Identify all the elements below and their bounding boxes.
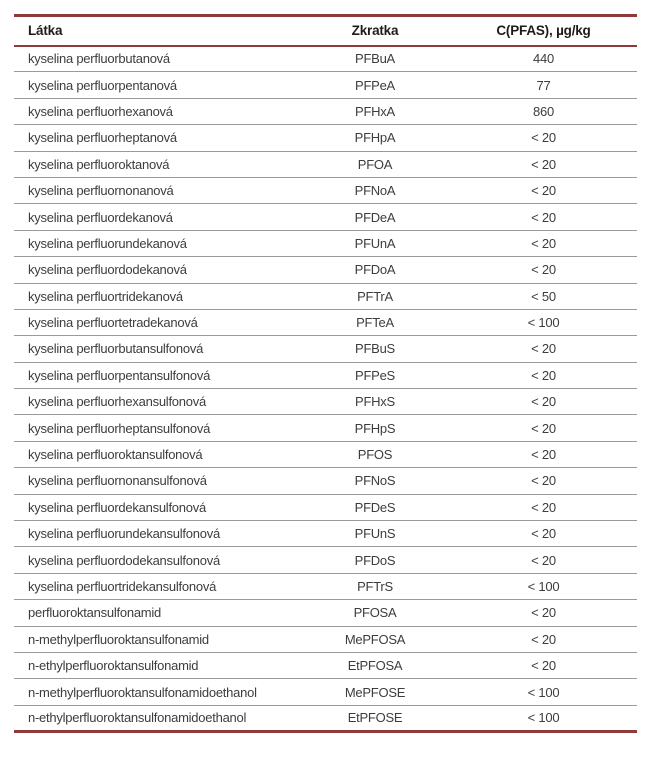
cell-zkratka: EtPFOSA — [300, 652, 450, 678]
cell-concentration: < 20 — [450, 600, 637, 626]
table-row — [14, 389, 637, 415]
cell-latka: kyselina perfluordodekansulfonová — [14, 547, 300, 573]
cell-latka: kyselina perfluornonansulfonová — [14, 468, 300, 494]
cell-zkratka: PFUnS — [300, 521, 450, 547]
table-row — [14, 230, 637, 256]
table-row — [14, 362, 637, 388]
cell-concentration: < 20 — [450, 652, 637, 678]
cell-latka: n-ethylperfluoroktansulfonamidoethanol — [14, 705, 300, 731]
cell-zkratka: PFTrS — [300, 573, 450, 599]
column-header-concentration: C(PFAS), µg/kg — [450, 16, 637, 46]
cell-latka: kyselina perfluorpentanová — [14, 72, 300, 98]
cell-latka: kyselina perfluorundekansulfonová — [14, 521, 300, 547]
cell-concentration: < 20 — [450, 415, 637, 441]
cell-concentration: < 20 — [450, 626, 637, 652]
table-row — [14, 468, 637, 494]
cell-zkratka: PFNoS — [300, 468, 450, 494]
table-row — [14, 705, 637, 731]
cell-latka: n-methylperfluoroktansulfonamidoethanol — [14, 679, 300, 705]
cell-latka: kyselina perfluorhexanová — [14, 98, 300, 124]
cell-latka: kyselina perfluorbutansulfonová — [14, 336, 300, 362]
pfas-table — [14, 14, 637, 733]
cell-concentration: < 20 — [450, 547, 637, 573]
cell-latka: kyselina perfluordekansulfonová — [14, 494, 300, 520]
column-header-latka: Látka — [14, 16, 300, 46]
cell-latka: kyselina perfluorbutanová — [14, 46, 300, 72]
cell-latka: kyselina perfluortridekanová — [14, 283, 300, 309]
table-row — [14, 72, 637, 98]
table-row — [14, 46, 637, 72]
cell-zkratka: PFHpA — [300, 125, 450, 151]
table-row — [14, 151, 637, 177]
cell-zkratka: PFPeA — [300, 72, 450, 98]
table-row — [14, 494, 637, 520]
cell-latka: perfluoroktansulfonamid — [14, 600, 300, 626]
cell-zkratka: PFHxA — [300, 98, 450, 124]
cell-zkratka: PFTrA — [300, 283, 450, 309]
cell-concentration: < 100 — [450, 705, 637, 731]
table-row — [14, 336, 637, 362]
cell-zkratka: PFDoA — [300, 257, 450, 283]
table-row — [14, 415, 637, 441]
table-row — [14, 521, 637, 547]
cell-concentration: < 20 — [450, 336, 637, 362]
cell-zkratka: PFOS — [300, 441, 450, 467]
cell-concentration: < 100 — [450, 679, 637, 705]
cell-latka: kyselina perfluorheptanová — [14, 125, 300, 151]
cell-zkratka: EtPFOSE — [300, 705, 450, 731]
cell-zkratka: PFDoS — [300, 547, 450, 573]
cell-latka: kyselina perfluordekanová — [14, 204, 300, 230]
table-row — [14, 600, 637, 626]
cell-zkratka: PFDeS — [300, 494, 450, 520]
cell-concentration: 860 — [450, 98, 637, 124]
cell-concentration: < 20 — [450, 441, 637, 467]
cell-latka: kyselina perfluortetradekanová — [14, 309, 300, 335]
cell-concentration: < 100 — [450, 573, 637, 599]
table-row — [14, 626, 637, 652]
cell-concentration: < 20 — [450, 230, 637, 256]
cell-concentration: < 20 — [450, 521, 637, 547]
cell-latka: n-methylperfluoroktansulfonamid — [14, 626, 300, 652]
cell-zkratka: PFDeA — [300, 204, 450, 230]
cell-zkratka: MePFOSE — [300, 679, 450, 705]
cell-concentration: < 50 — [450, 283, 637, 309]
header-row — [14, 16, 637, 46]
cell-zkratka: PFBuA — [300, 46, 450, 72]
cell-concentration: 440 — [450, 46, 637, 72]
cell-zkratka: PFOA — [300, 151, 450, 177]
cell-zkratka: PFTeA — [300, 309, 450, 335]
cell-concentration: < 20 — [450, 177, 637, 203]
cell-latka: kyselina perfluortridekansulfonová — [14, 573, 300, 599]
cell-zkratka: PFNoA — [300, 177, 450, 203]
cell-latka: kyselina perfluoroktansulfonová — [14, 441, 300, 467]
table-row — [14, 547, 637, 573]
cell-concentration: < 20 — [450, 125, 637, 151]
cell-latka: kyselina perfluordodekanová — [14, 257, 300, 283]
cell-zkratka: PFPeS — [300, 362, 450, 388]
cell-zkratka: PFHpS — [300, 415, 450, 441]
table-row — [14, 283, 637, 309]
table-row — [14, 257, 637, 283]
cell-concentration: < 20 — [450, 468, 637, 494]
table-row — [14, 679, 637, 705]
table-row — [14, 573, 637, 599]
cell-latka: kyselina perfluorpentansulfonová — [14, 362, 300, 388]
pfas-table-container — [14, 14, 637, 733]
cell-concentration: < 100 — [450, 309, 637, 335]
table-row — [14, 441, 637, 467]
cell-concentration: < 20 — [450, 151, 637, 177]
table-row — [14, 125, 637, 151]
cell-concentration: < 20 — [450, 494, 637, 520]
column-header-zkratka: Zkratka — [300, 16, 450, 46]
cell-latka: n-ethylperfluoroktansulfonamid — [14, 652, 300, 678]
cell-zkratka: MePFOSA — [300, 626, 450, 652]
cell-concentration: 77 — [450, 72, 637, 98]
table-row — [14, 177, 637, 203]
cell-zkratka: PFOSA — [300, 600, 450, 626]
cell-latka: kyselina perfluornonanová — [14, 177, 300, 203]
table-row — [14, 98, 637, 124]
cell-concentration: < 20 — [450, 389, 637, 415]
cell-latka: kyselina perfluoroktanová — [14, 151, 300, 177]
table-row — [14, 204, 637, 230]
table-row — [14, 652, 637, 678]
cell-latka: kyselina perfluorheptansulfonová — [14, 415, 300, 441]
cell-latka: kyselina perfluorundekanová — [14, 230, 300, 256]
cell-latka: kyselina perfluorhexansulfonová — [14, 389, 300, 415]
cell-concentration: < 20 — [450, 257, 637, 283]
cell-concentration: < 20 — [450, 362, 637, 388]
table-row — [14, 309, 637, 335]
cell-concentration: < 20 — [450, 204, 637, 230]
cell-zkratka: PFUnA — [300, 230, 450, 256]
cell-zkratka: PFBuS — [300, 336, 450, 362]
table-body — [14, 46, 637, 732]
cell-zkratka: PFHxS — [300, 389, 450, 415]
